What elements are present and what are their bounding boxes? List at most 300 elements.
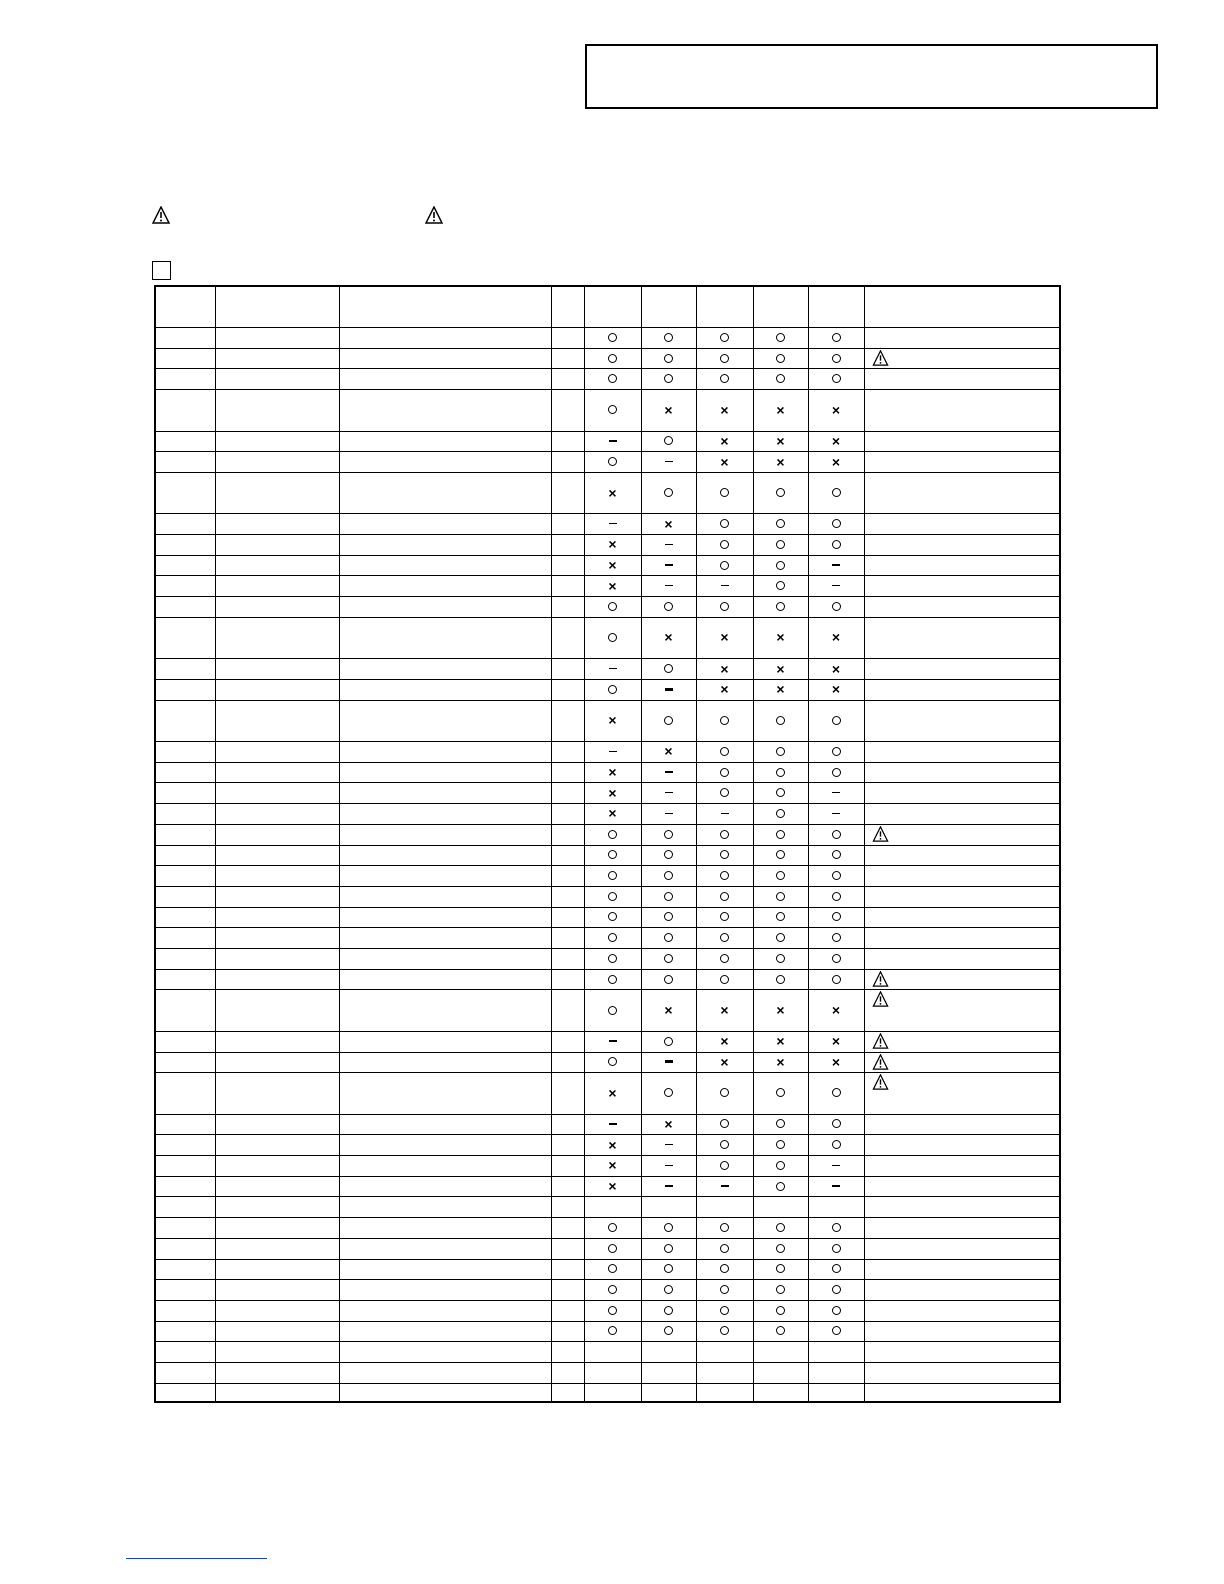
dash-mark [609,523,617,525]
circle-mark [608,1244,617,1253]
table-cell [641,1300,696,1321]
circle-mark [608,602,617,611]
circle-mark [608,685,617,694]
table-cell [641,575,696,596]
table-cell [753,1052,808,1073]
table-cell [641,348,696,369]
table-cell [696,679,753,700]
table-cell [584,575,641,596]
table-cell [808,451,864,472]
cross-mark: × [608,536,617,553]
circle-mark [664,871,673,880]
dash-mark [609,440,617,442]
table-cell [753,803,808,824]
table-cell [696,617,753,658]
circle-mark [720,1088,729,1097]
circle-mark [720,374,729,383]
table-cell [696,1114,753,1135]
cross-mark: × [720,1053,729,1070]
table-cell [584,845,641,866]
row-divider [156,1341,1059,1342]
table-cell [584,472,641,513]
cross-mark: × [664,515,673,532]
table-cell [696,1321,753,1342]
circle-mark [776,1140,785,1149]
cross-mark: × [664,1002,673,1019]
dash-mark [609,668,617,670]
table-cell [808,431,864,452]
warning-triangle-icon [872,1054,889,1070]
circle-mark [776,747,785,756]
circle-mark [832,1119,841,1128]
circle-mark [608,457,617,466]
table-cell [696,1052,753,1073]
table-cell [696,1155,753,1176]
table-cell [641,824,696,845]
cross-mark: × [831,401,841,418]
circle-mark [776,892,785,901]
table-cell [584,1134,641,1155]
circle-mark [664,850,673,859]
circle-mark [832,912,841,921]
table-cell [641,741,696,762]
table-cell [641,907,696,928]
table-cell [808,389,864,430]
warning-triangle-icon [872,991,889,1007]
table-cell [584,865,641,886]
table-cell [641,700,696,741]
circle-mark [776,768,785,777]
cross-mark: × [720,660,729,677]
table-cell [696,989,753,1030]
cross-mark: × [776,1053,785,1070]
table-cell [753,741,808,762]
table-cell [808,327,864,348]
table-cell [753,948,808,969]
table-cell [808,1031,864,1052]
circle-mark [720,519,729,528]
circle-mark [776,602,785,611]
circle-mark [608,830,617,839]
table-cell [753,658,808,679]
circle-mark [720,788,729,797]
table-cell [696,575,753,596]
table-cell [584,948,641,969]
circle-mark [608,1326,617,1335]
circle-mark [720,1306,729,1315]
table-cell [753,907,808,928]
table-cell [808,1238,864,1259]
section-checkbox [152,261,171,280]
table-cell [641,1031,696,1052]
table-cell [753,431,808,452]
table-cell [808,348,864,369]
circle-mark [720,850,729,859]
circle-mark [720,933,729,942]
table-cell [641,1259,696,1280]
table-cell [808,575,864,596]
table-cell [696,1300,753,1321]
dash-mark [665,792,673,794]
circle-mark [776,830,785,839]
circle-mark [608,1006,617,1015]
cross-mark: × [776,660,785,677]
table-cell [808,1052,864,1073]
dash-mark [609,1123,617,1125]
table-cell [808,368,864,389]
cross-mark: × [664,1115,673,1132]
table-cell [584,700,641,741]
circle-mark [608,354,617,363]
table-cell [641,679,696,700]
circle-mark [720,540,729,549]
circle-mark [776,1326,785,1335]
table-cell [696,1259,753,1280]
circle-mark [832,1306,841,1315]
dash-mark [721,1185,729,1187]
table-cell [584,1259,641,1280]
circle-mark [664,1264,673,1273]
table-cell [808,1134,864,1155]
table-cell [641,1155,696,1176]
circle-mark [608,633,617,642]
circle-mark [720,912,729,921]
dash-mark [832,792,840,794]
circle-mark [720,1140,729,1149]
table-cell [753,1321,808,1342]
dash-mark [609,751,617,753]
circle-mark [720,954,729,963]
circle-mark [776,788,785,797]
table-cell [641,803,696,824]
table-cell [641,431,696,452]
circle-mark [720,716,729,725]
table-cell [696,472,753,513]
circle-mark [832,850,841,859]
circle-mark [776,912,785,921]
table-cell [584,617,641,658]
circle-mark [664,892,673,901]
warning-triangle-icon [425,206,443,224]
cross-mark: × [720,432,729,449]
circle-mark [776,975,785,984]
table-cell [641,389,696,430]
row-divider [156,1362,1059,1363]
table-cell [641,948,696,969]
table-cell [584,1300,641,1321]
row-divider [156,1196,1059,1197]
table-cell [641,1114,696,1135]
circle-mark [664,1244,673,1253]
circle-mark [832,768,841,777]
table-cell [641,1321,696,1342]
circle-mark [664,354,673,363]
table-cell [753,824,808,845]
circle-mark [832,1264,841,1273]
dash-mark [665,813,673,815]
table-cell [641,845,696,866]
circle-mark [664,975,673,984]
table-cell [808,596,864,617]
table-cell [641,1217,696,1238]
circle-mark [776,354,785,363]
table-cell [808,1259,864,1280]
table-cell [584,782,641,803]
cross-mark: × [608,1178,617,1195]
cross-mark: × [776,432,785,449]
cross-mark: × [608,1136,617,1153]
table-cell [753,886,808,907]
table-cell [641,555,696,576]
circle-mark [664,1306,673,1315]
table-cell [808,948,864,969]
table-cell [584,431,641,452]
table-cell [641,782,696,803]
table-cell [584,1155,641,1176]
table-cell [808,1217,864,1238]
dash-mark [832,564,840,566]
table-cell [753,555,808,576]
circle-mark [720,768,729,777]
circle-mark [664,602,673,611]
cross-mark: × [831,432,841,449]
circle-mark [832,871,841,880]
table-cell [808,927,864,948]
circle-mark [720,354,729,363]
table-cell [584,1238,641,1259]
circle-mark [832,933,841,942]
cross-mark: × [776,629,785,646]
circle-mark [776,1161,785,1170]
table-cell [808,762,864,783]
warning-triangle-icon [152,206,170,224]
dash-mark [665,1185,673,1187]
circle-mark [832,1140,841,1149]
table-cell [753,534,808,555]
cross-mark: × [720,1002,729,1019]
circle-mark [720,1264,729,1273]
table-cell [641,472,696,513]
table-cell [696,803,753,824]
table-cell [696,824,753,845]
table-cell [584,907,641,928]
circle-mark [720,1244,729,1253]
table-cell [808,845,864,866]
circle-mark [608,850,617,859]
cross-mark: × [720,1033,729,1050]
circle-mark [608,954,617,963]
cross-mark: × [664,629,673,646]
table-cell [696,1031,753,1052]
table-cell [808,534,864,555]
circle-mark [832,1088,841,1097]
cross-mark: × [776,1033,785,1050]
dash-mark [832,1165,840,1167]
table-cell [808,865,864,886]
table-cell [753,368,808,389]
circle-mark [776,933,785,942]
cross-mark: × [831,660,841,677]
table-cell [641,617,696,658]
circle-mark [776,374,785,383]
table-cell [641,1176,696,1197]
dash-mark [665,1060,673,1063]
table-cell [696,368,753,389]
table-cell [696,1134,753,1155]
table-cell [696,1279,753,1300]
table-cell [696,845,753,866]
circle-mark [608,1285,617,1294]
table-cell [641,327,696,348]
table-cell [641,368,696,389]
circle-mark [776,488,785,497]
circle-mark [832,354,841,363]
circle-mark [664,912,673,921]
cross-mark: × [608,484,617,501]
warning-triangle-icon [872,971,889,987]
circle-mark [832,602,841,611]
cross-mark: × [608,764,617,781]
circle-mark [776,1223,785,1232]
circle-mark [664,436,673,445]
title-box [585,44,1158,109]
table-cell [696,1217,753,1238]
table-cell [808,782,864,803]
warning-triangle-icon [872,1074,889,1090]
table-cell [584,741,641,762]
table-cell [753,782,808,803]
table-cell [753,513,808,534]
circle-mark [664,664,673,673]
table-cell [753,679,808,700]
table-cell [641,513,696,534]
table-cell [808,741,864,762]
cross-mark: × [831,1002,841,1019]
dash-mark [721,813,729,815]
table-cell [641,886,696,907]
table-cell [584,658,641,679]
dash-mark [665,1165,673,1167]
dash-mark [665,544,673,546]
cross-mark: × [831,1033,841,1050]
circle-mark [664,933,673,942]
table-cell [808,1176,864,1197]
table-cell [584,762,641,783]
circle-mark [832,747,841,756]
table-cell [584,1031,641,1052]
table-cell [808,1321,864,1342]
cross-mark: × [608,1157,617,1174]
table-cell [584,989,641,1030]
circle-mark [720,747,729,756]
circle-mark [608,1306,617,1315]
table-cell [753,1072,808,1113]
table-cell [696,948,753,969]
circle-mark [608,892,617,901]
table-cell [584,1114,641,1135]
cross-mark: × [664,401,673,418]
circle-mark [720,975,729,984]
table-cell [696,1176,753,1197]
table-cell [808,886,864,907]
table-cell [584,451,641,472]
table-cell [753,472,808,513]
table-cell [753,348,808,369]
circle-mark [832,954,841,963]
circle-mark [720,333,729,342]
table-cell [641,1279,696,1300]
table-cell [696,389,753,430]
table-cell [696,886,753,907]
table-cell [808,700,864,741]
table-cell [753,1114,808,1135]
circle-mark [776,1119,785,1128]
table-cell [584,1321,641,1342]
table-cell [696,451,753,472]
table-cell [584,368,641,389]
table-cell [696,907,753,928]
table-cell [584,679,641,700]
circle-mark [664,830,673,839]
cross-mark: × [720,681,729,698]
circle-mark [608,1223,617,1232]
cross-mark: × [608,557,617,574]
circle-mark [720,561,729,570]
circle-mark [720,1326,729,1335]
warning-triangle-icon [872,1033,889,1049]
table-cell [808,907,864,928]
table-cell [808,1114,864,1135]
table-cell [696,555,753,576]
table-cell [696,431,753,452]
cross-mark: × [608,784,617,801]
table-cell [753,845,808,866]
table-cell [696,782,753,803]
table-cell [641,989,696,1030]
circle-mark [832,975,841,984]
circle-mark [776,716,785,725]
table-cell [584,1052,641,1073]
circle-mark [776,871,785,880]
circle-mark [776,540,785,549]
table-cell [753,1134,808,1155]
cross-mark: × [776,681,785,698]
table-cell [753,927,808,948]
row-divider [156,1383,1059,1384]
table-cell [808,969,864,990]
table-cell [808,1155,864,1176]
table-cell [696,658,753,679]
circle-mark [664,716,673,725]
circle-mark [664,1037,673,1046]
circle-mark [664,1285,673,1294]
circle-mark [776,581,785,590]
table-cell [753,1155,808,1176]
table-cell [696,762,753,783]
circle-mark [832,1244,841,1253]
circle-mark [776,561,785,570]
circle-mark [664,333,673,342]
table-cell [696,348,753,369]
circle-mark [832,1223,841,1232]
circle-mark [720,602,729,611]
table-cell [753,700,808,741]
table-cell [808,617,864,658]
circle-mark [720,892,729,901]
circle-mark [608,933,617,942]
circle-mark [832,488,841,497]
table-cell [584,1072,641,1113]
